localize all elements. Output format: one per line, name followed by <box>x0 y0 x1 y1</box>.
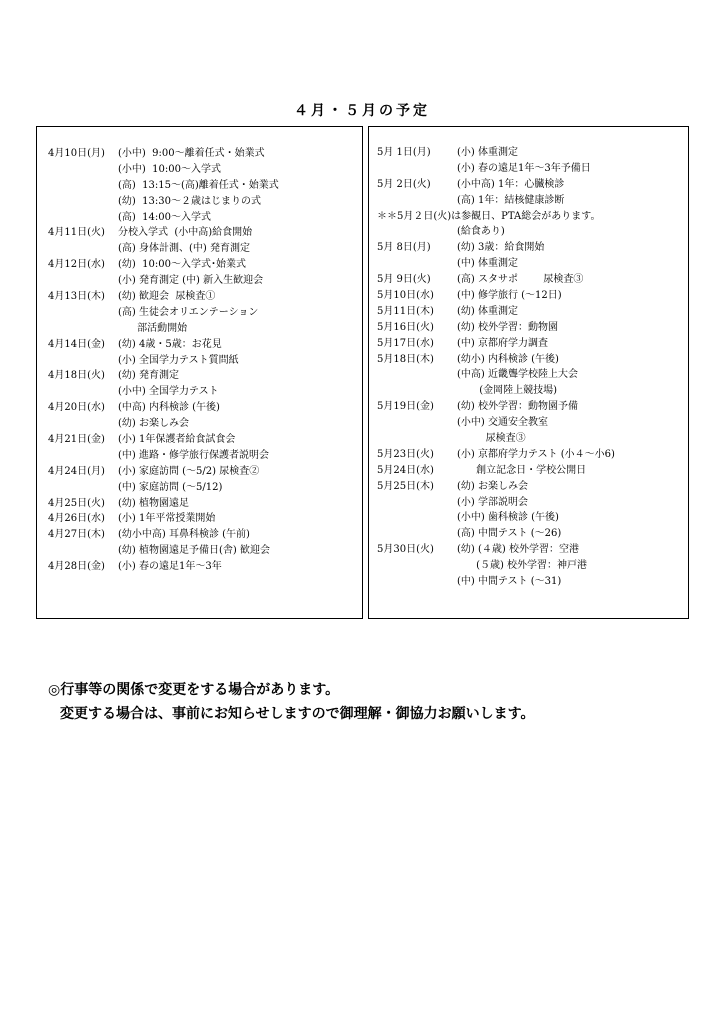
schedule-event: (高) 14:00～入学式 <box>118 211 211 223</box>
schedule-event: (高) 1年：結核健康診断 <box>457 194 565 206</box>
schedule-date <box>48 384 118 400</box>
schedule-date <box>48 210 118 226</box>
schedule-row <box>37 146 362 162</box>
schedule-event: (高) 身体計測、(中) 発育測定 <box>118 243 250 255</box>
schedule-event: (小) 家庭訪問 (～5/2) 尿検査② <box>118 465 260 477</box>
schedule-row <box>37 543 362 559</box>
schedule-event: (幼) 13:30～２歳はじまりの式 <box>118 195 261 207</box>
schedule-row <box>37 400 362 416</box>
schedule-row <box>369 256 688 272</box>
schedule-date <box>48 416 118 432</box>
schedule-date: 5月 8日(月) <box>377 242 431 254</box>
schedule-event: (幼) 体重測定 <box>457 305 518 317</box>
schedule-event: (幼) 植物園遠足予備日(舎) 歓迎会 <box>118 545 270 557</box>
schedule-row <box>369 272 688 288</box>
schedule-date <box>48 194 118 210</box>
schedule-event: (幼) お楽しみ会 <box>457 480 528 492</box>
schedule-date: 4月27日(木) <box>48 529 105 541</box>
schedule-date <box>48 273 118 289</box>
schedule-row <box>369 431 688 447</box>
schedule-event: (小) 学部説明会 <box>457 496 528 508</box>
schedule-row <box>369 399 688 415</box>
schedule-event: (高) 生徒会オリエンテーション <box>118 306 259 318</box>
schedule-event: (中) 体重測定 <box>457 258 518 270</box>
schedule-date: 5月30日(火) <box>377 544 434 556</box>
schedule-row <box>37 559 362 575</box>
schedule-row <box>37 496 362 512</box>
schedule-date: 4月25日(火) <box>48 497 105 509</box>
schedule-date: 4月18日(火) <box>48 370 105 382</box>
schedule-date: 5月 1日(月) <box>377 147 431 158</box>
schedule-date <box>377 161 457 177</box>
schedule-event: (幼) 10:00～入学式･始業式 <box>118 259 246 271</box>
schedule-event: 尿検査③ <box>457 433 526 445</box>
schedule-row <box>37 257 362 273</box>
schedule-event: (小) 京都府学力テスト (小４～小6) <box>457 448 615 460</box>
schedule-event: (小中) 歯科検診 (午後) <box>457 512 559 524</box>
schedule-row <box>37 527 362 543</box>
schedule-date: 5月24日(水) <box>377 464 434 476</box>
schedule-date <box>48 480 118 496</box>
schedule-event: (高) スタサポ 尿検査③ <box>457 274 584 286</box>
schedule-date: 4月10日(月) <box>48 148 105 159</box>
schedule-event: (金岡陸上競技場) <box>457 385 558 397</box>
schedule-event: (中) 京都府学力調査 <box>457 337 548 349</box>
schedule-row <box>369 224 688 240</box>
schedule-date: 5月23日(火) <box>377 448 434 460</box>
schedule-row <box>37 321 362 337</box>
schedule-row <box>369 479 688 495</box>
schedule-date <box>48 543 118 559</box>
schedule-date <box>377 224 457 240</box>
schedule-date <box>377 558 457 574</box>
schedule-date: 4月21日(金) <box>48 434 105 446</box>
schedule-row <box>37 289 362 305</box>
schedule-event: (幼) 3歳：給食開始 <box>457 242 545 254</box>
schedule-row <box>369 367 688 383</box>
schedule-row <box>369 240 688 256</box>
schedule-row <box>369 447 688 463</box>
schedule-row <box>37 464 362 480</box>
schedule-event: (小中) 全国学力テスト <box>118 386 219 398</box>
schedule-row <box>37 305 362 321</box>
schedule-event: (幼) (４歳) 校外学習：空港 <box>457 544 579 556</box>
notice-line-1: ◎行事等の関係で変更をする場合があります。 <box>48 682 340 698</box>
schedule-date: 5月19日(金) <box>377 401 434 413</box>
schedule-row <box>37 225 362 241</box>
schedule-row <box>369 145 688 161</box>
schedule-date: 5月18日(木) <box>377 353 434 365</box>
notice <box>48 678 534 726</box>
schedule-event: 創立記念日・学校公開日 <box>457 464 587 476</box>
schedule-row <box>369 304 688 320</box>
schedule-date <box>377 574 457 590</box>
schedule-date: 5月16日(火) <box>377 321 434 333</box>
schedule-row <box>369 352 688 368</box>
schedule-event: (中高) 近畿聾学校陸上大会 <box>457 369 578 381</box>
schedule-date: 5月 9日(火) <box>377 274 431 286</box>
schedule-row <box>369 415 688 431</box>
schedule-date: 5月17日(水) <box>377 337 434 349</box>
schedule-event: (中高) 内科検診 (午後) <box>118 402 220 414</box>
schedule-event: (５歳) 校外学習：神戸港 <box>457 560 588 572</box>
schedule-event: (幼) 歓迎会 尿検査① <box>118 291 216 303</box>
schedule-row <box>37 273 362 289</box>
schedule-event: (小) 発育測定 (中) 新入生歓迎会 <box>118 275 264 287</box>
schedule-event: (小中) 交通安全教室 <box>457 417 548 429</box>
schedule-event: 分校入学式 (小中高)給食開始 <box>118 227 253 239</box>
schedule-date <box>48 353 118 369</box>
notice-line-2: 変更する場合は、事前にお知らせしますので御理解・御協力お願いします。 <box>60 706 535 722</box>
schedule-row <box>37 432 362 448</box>
schedule-row <box>369 542 688 558</box>
schedule-date: 5月10日(水) <box>377 290 434 302</box>
schedule-row <box>369 558 688 574</box>
schedule-date: 4月20日(水) <box>48 402 105 414</box>
schedule-date <box>377 367 457 383</box>
schedule-date: 4月24日(月) <box>48 465 105 477</box>
schedule-row <box>37 194 362 210</box>
schedule-row <box>37 178 362 194</box>
schedule-date: 4月14日(金) <box>48 338 105 350</box>
schedule-date <box>48 178 118 194</box>
schedule-event: (幼小) 内科検診 (午後) <box>457 353 559 365</box>
may-schedule-box <box>368 126 689 619</box>
schedule-row <box>37 353 362 369</box>
schedule-event: (小) 1年保護者給食試食会 <box>118 434 236 446</box>
schedule-date <box>377 495 457 511</box>
schedule-date: ＊＊5月２日(火)は参観日、PTA総会があります。 <box>377 210 601 222</box>
schedule-row <box>369 320 688 336</box>
schedule-date <box>377 193 457 209</box>
schedule-row <box>369 193 688 209</box>
schedule-date <box>377 383 457 399</box>
schedule-event: (高) 13:15～(高)離着任式・始業式 <box>118 179 279 191</box>
schedule-date <box>48 321 118 337</box>
schedule-event: (幼) お楽しみ会 <box>118 418 189 430</box>
schedule-event: (小) 春の遠足1年～3年 <box>118 561 222 573</box>
schedule-row <box>369 495 688 511</box>
schedule-row <box>369 161 688 177</box>
schedule-date: 4月11日(火) <box>48 227 105 239</box>
schedule-row <box>37 448 362 464</box>
schedule-date: 4月26日(水) <box>48 513 105 525</box>
schedule-event: (幼) 校外学習：動物園 <box>457 321 558 333</box>
schedule-row <box>369 336 688 352</box>
schedule-row <box>369 510 688 526</box>
schedule-row <box>37 416 362 432</box>
schedule-date <box>377 526 457 542</box>
schedule-date <box>377 510 457 526</box>
schedule-date <box>48 162 118 178</box>
schedule-date: 5月11日(木) <box>377 305 434 317</box>
schedule-row <box>369 209 688 225</box>
schedule-date <box>48 241 118 257</box>
page-title: ４月・５月の予定 <box>294 103 430 119</box>
schedule-row <box>369 463 688 479</box>
schedule-event: (小) 全国学力テスト質問紙 <box>118 354 239 366</box>
april-schedule-list <box>37 146 362 575</box>
schedule-date: 5月25日(木) <box>377 480 434 492</box>
schedule-date: 4月28日(金) <box>48 561 105 573</box>
schedule-date: 5月 2日(火) <box>377 178 431 190</box>
schedule-event: (中) 進路・修学旅行保護者説明会 <box>118 449 269 461</box>
schedule-row <box>369 526 688 542</box>
schedule-event: (中) 家庭訪問 (～5/12) <box>118 481 223 493</box>
schedule-event: (幼) 植物園遠足 <box>118 497 189 509</box>
may-schedule-list <box>369 145 688 590</box>
schedule-row <box>37 384 362 400</box>
schedule-row <box>369 574 688 590</box>
schedule-date <box>377 431 457 447</box>
schedule-event: (小中) 10:00～入学式 <box>118 163 221 175</box>
schedule-event: (幼) 4歳・5歳：お花見 <box>118 338 222 350</box>
schedule-event: (小) 1年平常授業開始 <box>118 513 216 525</box>
schedule-date: 4月13日(木) <box>48 291 105 303</box>
schedule-event: (給食あり) <box>457 226 505 238</box>
schedule-date <box>48 448 118 464</box>
schedule-event: (小) 春の遠足1年～3年予備日 <box>457 162 591 174</box>
schedule-event: (中) 中間テスト (～31) <box>457 576 562 588</box>
schedule-row <box>369 288 688 304</box>
schedule-event: (小) 体重測定 <box>457 147 518 158</box>
schedule-date: 4月12日(水) <box>48 259 105 271</box>
schedule-event: (中) 修学旅行 (～12日) <box>457 290 562 302</box>
schedule-event: (幼) 校外学習：動物園予備 <box>457 401 578 413</box>
schedule-event: (幼小中高) 耳鼻科検診 (午前) <box>118 529 250 541</box>
schedule-row <box>369 177 688 193</box>
schedule-date <box>377 256 457 272</box>
schedule-row <box>37 162 362 178</box>
schedule-row <box>37 337 362 353</box>
schedule-date <box>377 415 457 431</box>
schedule-row <box>37 210 362 226</box>
schedule-event: 部活動開始 <box>118 322 188 334</box>
schedule-row <box>37 480 362 496</box>
schedule-event: (幼) 発育測定 <box>118 370 179 382</box>
schedule-row <box>37 368 362 384</box>
schedule-date <box>48 305 118 321</box>
schedule-row <box>37 241 362 257</box>
schedule-row <box>369 383 688 399</box>
schedule-event: (小中高) 1年：心臓検診 <box>457 178 565 190</box>
schedule-row <box>37 511 362 527</box>
schedule-event: (小中) 9:00～離着任式・始業式 <box>118 148 265 159</box>
april-schedule-box <box>36 126 363 619</box>
schedule-event: (高) 中間テスト (～26) <box>457 528 562 540</box>
